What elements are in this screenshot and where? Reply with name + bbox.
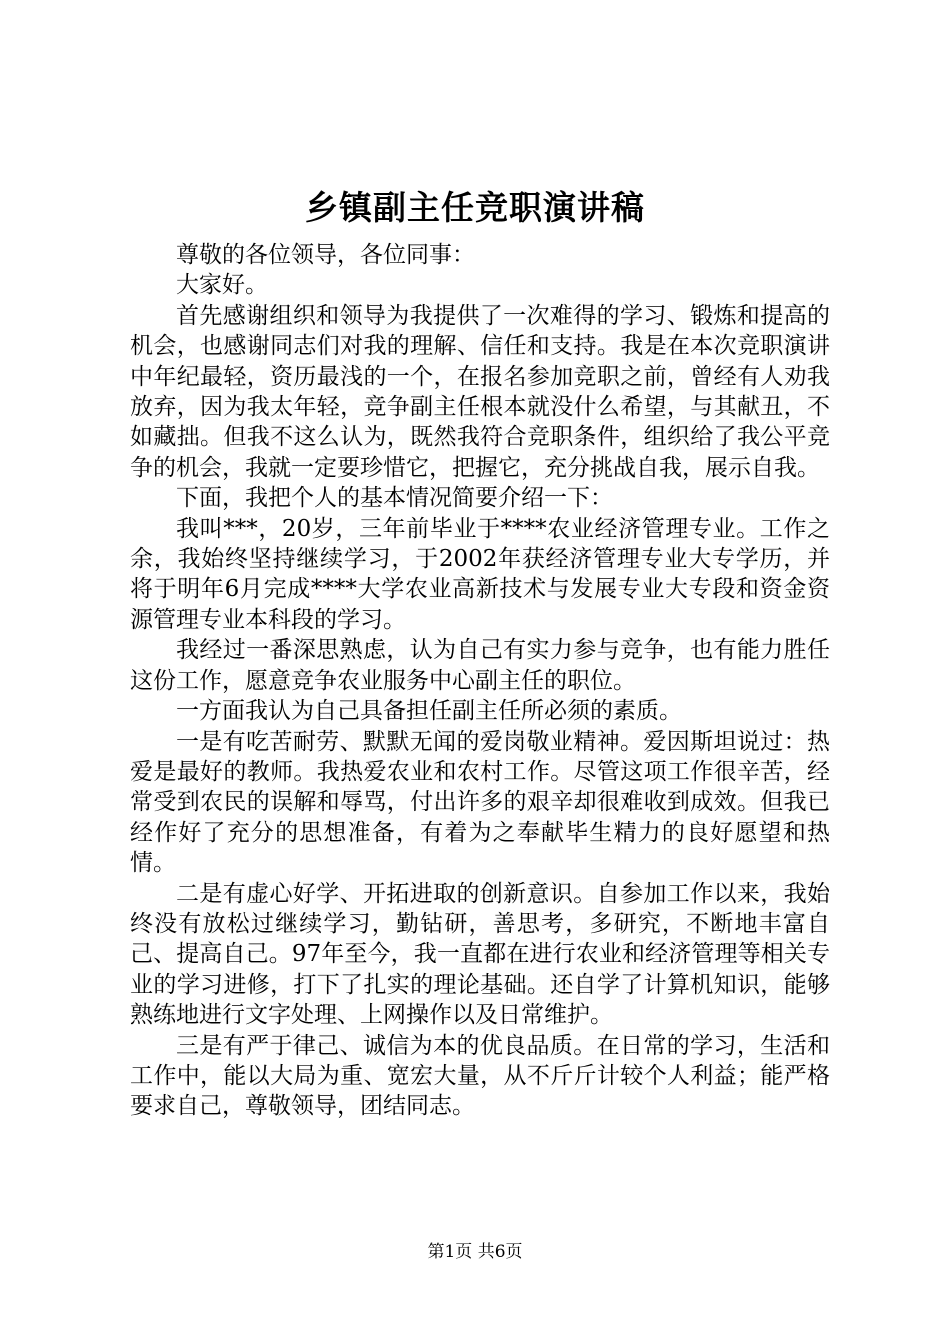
paragraph: 一是有吃苦耐劳、默默无闻的爱岗敬业精神。爱因斯坦说过：热爱是最好的教师。我热爱农业和农村工作。尽管这项工作很辛苦，经常受到农民的误解和辱骂，付出许多的艰辛却很难收到成效。但我已经作好了充分的思想准备，有着为之奉献毕生精力的良好愿望和热情。 xyxy=(130,728,830,877)
paragraph: 三是有严于律己、诚信为本的优良品质。在日常的学习，生活和工作中，能以大局为重、宽宏大量，从不斤斤计较个人利益；能严格要求自己，尊敬领导，团结同志。 xyxy=(130,1032,830,1120)
salutation: 尊敬的各位领导，各位同事： xyxy=(176,242,475,268)
paragraph: 首先感谢组织和领导为我提供了一次难得的学习、锻炼和提高的机会，也感谢同志们对我的理解、信任和支持。我是在本次竞职演讲中年纪最轻，资历最浅的一个，在报名参加竞职之前，曾经有人劝我放弃，因为我太年轻，竞争副主任根本就没什么希望，与其献丑，不如藏拙。但我不这么认为，既然我符合竞职条件，组织给了我公平竞争的机会，我就一定要珍惜它，把握它，充分挑战自我，展示自我。 xyxy=(130,302,830,481)
paragraph: 下面，我把个人的基本情况简要介绍一下： xyxy=(176,485,613,512)
document-body xyxy=(130,240,830,1122)
paragraph: 二是有虚心好学、开拓进取的创新意识。自参加工作以来，我始终没有放松过继续学习，勤钻研，善思考，多研究，不断地丰富自己、提高自己。97年至今，我一直都在进行农业和经济管理等相关专业的学习进修，打下了扎实的理论基础。还自学了计算机知识，能够熟练地进行文字处理、上网操作以及日常维护。 xyxy=(130,880,830,1029)
paragraph: 一方面我认为自己具备担任副主任所必须的素质。 xyxy=(176,698,682,725)
greeting: 大家好。 xyxy=(176,272,268,299)
document-title: 乡镇副主任竞职演讲稿 xyxy=(305,188,645,227)
paragraph: 我经过一番深思熟虑，认为自己有实力参与竞争，也有能力胜任这份工作，愿意竞争农业服务中心副主任的职位。 xyxy=(130,637,830,694)
page-footer: 第1页 共6页 xyxy=(427,1242,523,1262)
paragraph: 我叫***，20岁，三年前毕业于****农业经济管理专业。工作之余，我始终坚持继续学习，于2002年获经济管理专业大专学历，并将于明年6月完成****大学农业高新技术与发展专业大专段和资金资源管理专业本科段的学习。 xyxy=(130,515,830,633)
